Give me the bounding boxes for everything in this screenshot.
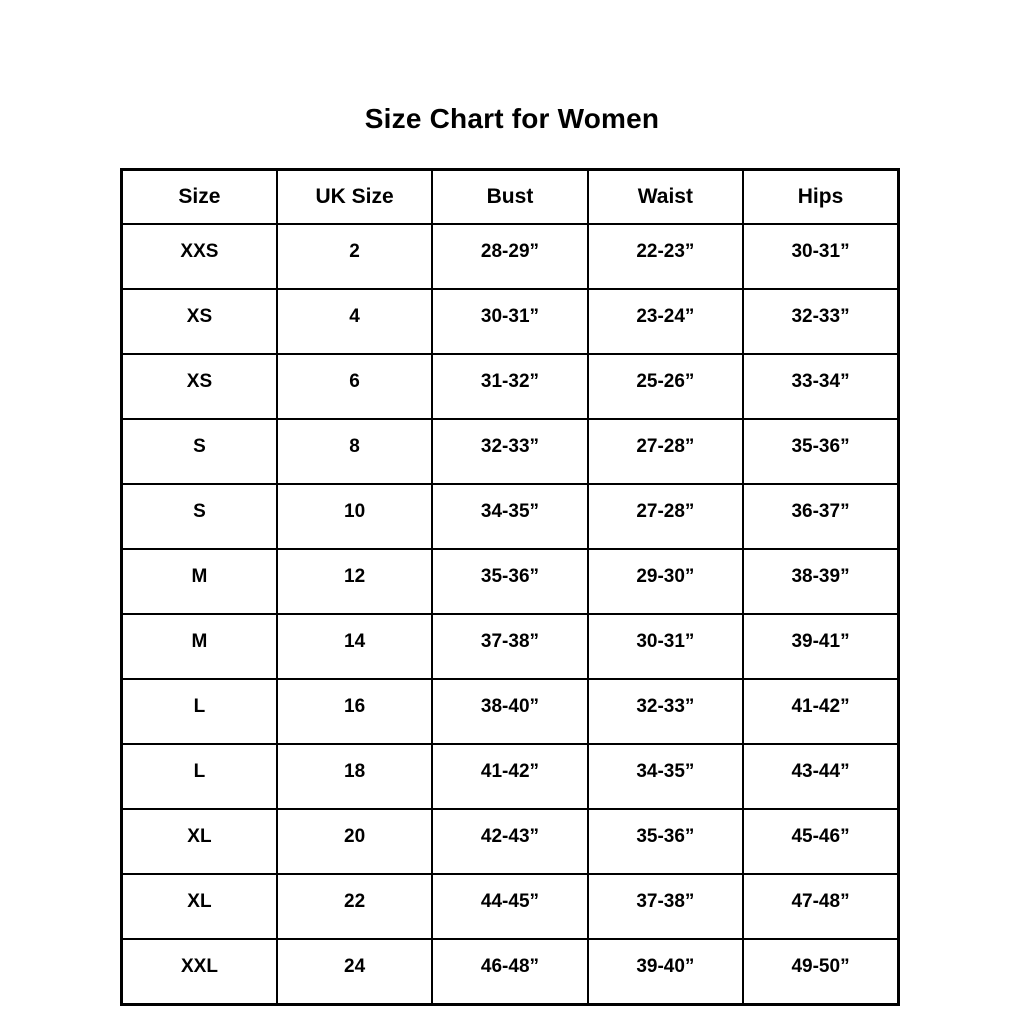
table-cell: 28-29” xyxy=(432,224,587,289)
table-cell: M xyxy=(122,614,277,679)
table-cell: XXS xyxy=(122,224,277,289)
table-cell: 41-42” xyxy=(743,679,898,744)
table-cell: M xyxy=(122,549,277,614)
table-cell: S xyxy=(122,484,277,549)
table-body xyxy=(122,224,899,1005)
table-cell: 37-38” xyxy=(588,874,743,939)
table-cell: XS xyxy=(122,289,277,354)
table-row xyxy=(122,419,899,484)
table-cell: 22 xyxy=(277,874,432,939)
table-cell: 33-34” xyxy=(743,354,898,419)
table-cell: 25-26” xyxy=(588,354,743,419)
table-row xyxy=(122,614,899,679)
table-cell: 30-31” xyxy=(743,224,898,289)
column-header-hips: Hips xyxy=(743,170,898,225)
table-cell: 39-41” xyxy=(743,614,898,679)
table-cell: 32-33” xyxy=(743,289,898,354)
table-row xyxy=(122,549,899,614)
table-cell: 12 xyxy=(277,549,432,614)
table-cell: 8 xyxy=(277,419,432,484)
table-row xyxy=(122,939,899,1005)
table-cell: 14 xyxy=(277,614,432,679)
column-header-size: Size xyxy=(122,170,277,225)
page-title: Size Chart for Women xyxy=(364,103,660,134)
column-header-uk-size: UK Size xyxy=(277,170,432,225)
table-cell: 37-38” xyxy=(432,614,587,679)
table-cell: 43-44” xyxy=(743,744,898,809)
table-cell: XL xyxy=(122,809,277,874)
table-cell: 34-35” xyxy=(432,484,587,549)
table-cell: 16 xyxy=(277,679,432,744)
column-header-waist: Waist xyxy=(588,170,743,225)
table-cell: 30-31” xyxy=(588,614,743,679)
table-cell: 4 xyxy=(277,289,432,354)
table-row xyxy=(122,484,899,549)
table-row xyxy=(122,874,899,939)
table-cell: 46-48” xyxy=(432,939,587,1005)
table-cell: 44-45” xyxy=(432,874,587,939)
table-cell: 41-42” xyxy=(432,744,587,809)
column-header-bust: Bust xyxy=(432,170,587,225)
table-cell: 23-24” xyxy=(588,289,743,354)
table-row xyxy=(122,224,899,289)
table-cell: 49-50” xyxy=(743,939,898,1005)
table-cell: 36-37” xyxy=(743,484,898,549)
table-cell: 2 xyxy=(277,224,432,289)
table-cell: 30-31” xyxy=(432,289,587,354)
table-cell: 27-28” xyxy=(588,484,743,549)
size-chart-table xyxy=(120,168,900,1006)
table-row xyxy=(122,354,899,419)
table-row xyxy=(122,744,899,809)
table-row xyxy=(122,679,899,744)
table-header xyxy=(122,170,899,225)
table-cell: 32-33” xyxy=(432,419,587,484)
table-cell: XXL xyxy=(122,939,277,1005)
table-cell: 31-32” xyxy=(432,354,587,419)
header-row xyxy=(122,170,899,225)
table-row xyxy=(122,809,899,874)
table-cell: 45-46” xyxy=(743,809,898,874)
table-cell: 32-33” xyxy=(588,679,743,744)
table-cell: XS xyxy=(122,354,277,419)
table-cell: 29-30” xyxy=(588,549,743,614)
table-cell: 39-40” xyxy=(588,939,743,1005)
table-cell: 35-36” xyxy=(588,809,743,874)
table-cell: 34-35” xyxy=(588,744,743,809)
table-cell: 38-39” xyxy=(743,549,898,614)
table-row xyxy=(122,289,899,354)
table-cell: S xyxy=(122,419,277,484)
table-cell: 24 xyxy=(277,939,432,1005)
table-cell: L xyxy=(122,744,277,809)
table-cell: 10 xyxy=(277,484,432,549)
table-cell: 22-23” xyxy=(588,224,743,289)
table-cell: 38-40” xyxy=(432,679,587,744)
table-cell: 35-36” xyxy=(743,419,898,484)
table-cell: L xyxy=(122,679,277,744)
table-cell: 35-36” xyxy=(432,549,587,614)
table-cell: 20 xyxy=(277,809,432,874)
table-cell: 47-48” xyxy=(743,874,898,939)
table-cell: 18 xyxy=(277,744,432,809)
table-cell: XL xyxy=(122,874,277,939)
table-cell: 42-43” xyxy=(432,809,587,874)
table-cell: 27-28” xyxy=(588,419,743,484)
table-cell: 6 xyxy=(277,354,432,419)
